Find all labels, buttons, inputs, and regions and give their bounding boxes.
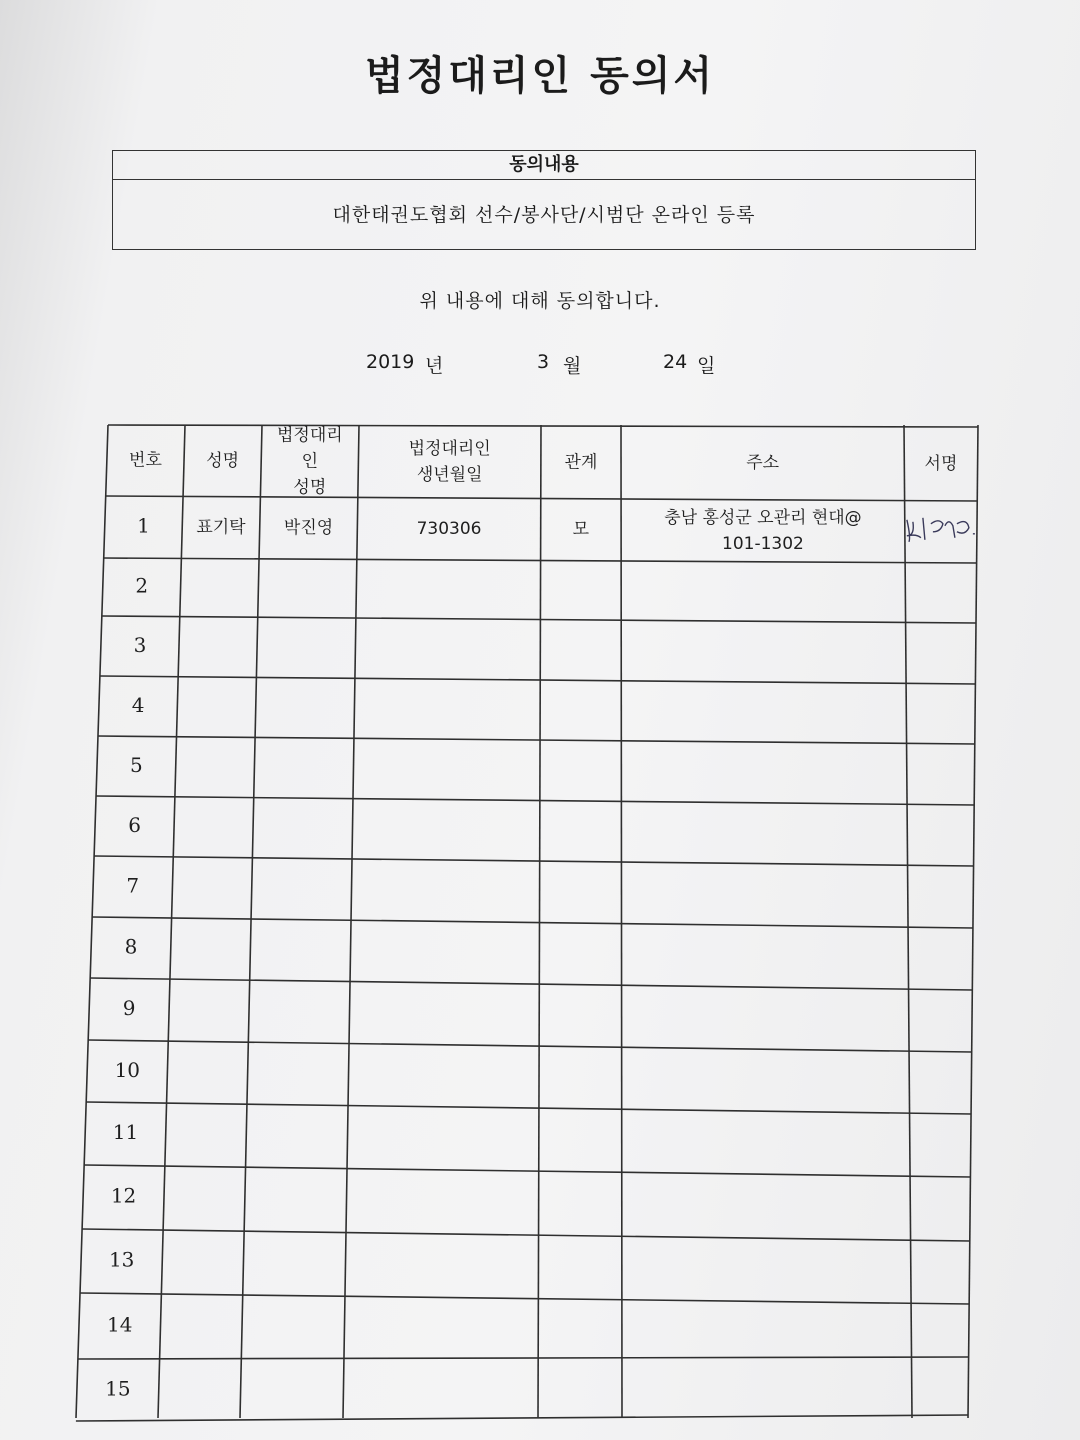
consent-content: 대한태권도협회 선수/봉사단/시범단 온라인 등록 (332, 204, 756, 226)
cell-relation: 모 (572, 519, 590, 540)
agreement-statement: 위 내용에 대해 동의합니다. (419, 290, 661, 312)
row-number: 7 (126, 873, 140, 898)
row-number: 6 (128, 812, 141, 837)
table-row-line (88, 1040, 972, 1052)
row-number: 9 (122, 995, 136, 1020)
cell-guardian-birth: 730306 (416, 518, 482, 539)
table-row-line (98, 736, 975, 744)
header-name: 성명 (206, 450, 240, 471)
table-row-line (78, 1357, 969, 1359)
table-row-line (96, 796, 974, 805)
row-number: 12 (110, 1183, 137, 1208)
table-row-line (90, 978, 972, 990)
table-row-line (86, 1102, 971, 1114)
table-row-line (82, 1229, 970, 1241)
header-guardian-name: 법정대리 (276, 425, 343, 446)
header-guardian-birth: 생년월일 (416, 464, 483, 485)
date-year-unit: 년 (425, 355, 444, 377)
row-number: 1 (137, 513, 150, 538)
cell-address: 101-1302 (722, 533, 804, 554)
table-col-line (968, 425, 978, 1418)
table-row-line (76, 1415, 968, 1421)
date-year: 2019 (366, 351, 415, 373)
consent-header: 동의내용 (113, 151, 975, 180)
table-row-line (94, 856, 973, 866)
row-number: 3 (133, 632, 147, 657)
table-row-line (84, 1165, 970, 1177)
table-col-line (621, 425, 622, 1418)
table-col-line (904, 425, 912, 1418)
table-col-line (158, 425, 185, 1418)
row-number: 11 (112, 1120, 139, 1145)
date-month: 3 (537, 351, 550, 373)
cell-name: 표기탁 (196, 517, 246, 538)
header-guardian-birth: 법정대리인 (408, 438, 491, 459)
table-row-line (92, 917, 973, 928)
header-relation: 관계 (564, 452, 598, 473)
row-number: 4 (131, 692, 145, 717)
row-number: 14 (107, 1312, 133, 1337)
row-number: 2 (135, 573, 149, 598)
signature-scribble (907, 518, 975, 542)
header-address: 주소 (746, 453, 780, 474)
header-no: 번호 (129, 450, 162, 471)
cell-guardian-name: 박진영 (283, 518, 334, 539)
header-guardian-name: 성명 (293, 477, 327, 498)
table-col-line (240, 425, 262, 1418)
table-row-line (80, 1293, 969, 1304)
page-title: 법정대리인 동의서 (364, 53, 716, 99)
row-number: 15 (105, 1376, 131, 1401)
table-row-line (108, 425, 978, 427)
date-month-unit: 월 (563, 355, 582, 377)
table-col-line (538, 425, 541, 1418)
header-guardian-name: 인 (301, 451, 319, 472)
row-number: 10 (114, 1057, 141, 1082)
table-row-line (100, 676, 975, 684)
cell-address: 충남 홍성군 오관리 현대@ (664, 507, 862, 528)
row-number: 5 (130, 752, 143, 777)
row-number: 8 (124, 934, 138, 959)
header-signature: 서명 (924, 453, 958, 474)
date-day-unit: 일 (697, 355, 716, 377)
date-day: 24 (663, 351, 688, 373)
table-col-line (343, 425, 359, 1418)
table-col-line (76, 425, 108, 1418)
row-number: 13 (108, 1247, 135, 1272)
table-row-line (102, 616, 976, 623)
